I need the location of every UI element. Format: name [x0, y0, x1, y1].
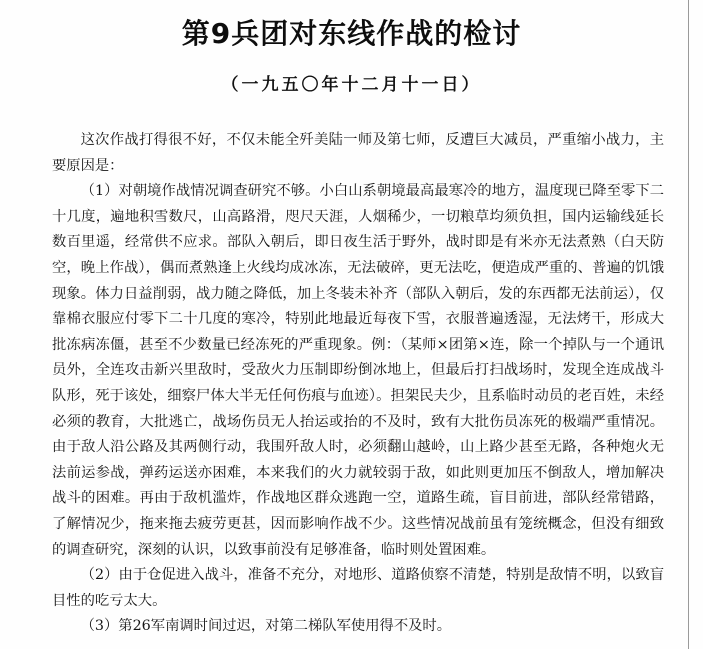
page-edge-rule	[688, 0, 689, 649]
paragraph-point-3: （3）第26军南调时间过迟，对第二梯队军使用得不及时。	[80, 618, 452, 635]
paragraph-point-2: （2）由于仓促进入战斗，准备不充分，对地形、道路侦察不清楚，特别是敌情不明，以致盲目性的吃亏太大。	[52, 567, 664, 609]
paragraph-intro: 这次作战打得很不好，不仅未能全歼美陆一师及第七师，反遭巨大减员，严重缩小战力，主要原因是：	[52, 132, 664, 174]
document-date: （一九五〇年十二月十一日）	[221, 75, 482, 95]
document-body	[52, 128, 664, 640]
paragraph-point-1: （1）对朝境作战情况调查研究不够。小白山系朝境最高最寒冷的地方，温度现已降至零下二十几度，遍地积雪数尺，山高路滑，咫尺天涯，人烟稀少，一切粮草均须负担，国内运输线延长数百里遥，经常供不应求。部队入朝后，即日夜生活于野外，战时即是有米亦无法煮熟（白天防空，晚上作战），偶而煮熟逢上火线均成冰冻，无法破碎，更无法吃，便造成严重的、普遍的饥饿现象。体力日益削弱，战力随之降低，加上冬装未补齐（部队入朝后，发的东西都无法前运），仅靠棉衣服应付零下二十几度的寒冷，特别此地最近每夜下雪，衣服普遍透湿，无法烤干，形成大批冻病冻僵，甚至不少数量已经冻死的严重现象。例：（某师×团第×连，除一个掉队与一个通讯员外，全连攻击新兴里敌时，受敌火力压制即纷倒冰地上，但最后打扫战场时，发现全连成战斗队形，死于该处，细察尸体大半无任何伤痕与血迹）。担架民夫少，且系临时动员的老百姓，未经必须的教育，大批逃亡，战场伤员无人抬运或抬的不及时，致有大批伤员冻死的极端严重情况。由于敌人沿公路及其两侧行动，我围歼敌人时，必须翻山越岭，山上路少甚至无路，各种炮火无法前运参战，弹药运送亦困难，本来我们的火力就较弱于敌，如此则更加压不倒敌人，增加解决战斗的困难。再由于敌机滥炸，作战地区群众逃跑一空，道路生疏，盲目前进，部队经常错路，了解情况少，拖来拖去疲劳更甚，因而影响作战不少。这些情况战前虽有笼统概念，但没有细致的调查研究，深刻的认识，以致事前没有足够准备，临时则处置困难。	[52, 183, 664, 558]
document-title: 第9兵团对东线作战的检讨	[181, 17, 522, 50]
